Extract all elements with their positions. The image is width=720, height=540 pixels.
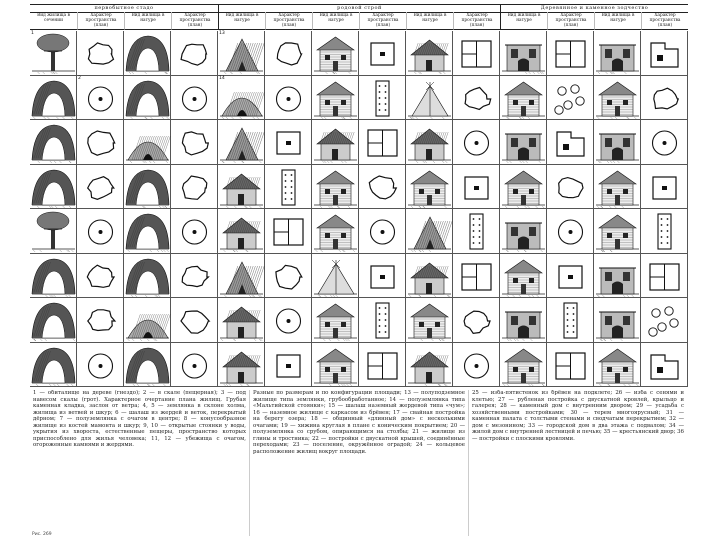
era-label: первобытное стадо bbox=[30, 4, 218, 13]
column-header: Характер пространства (план) bbox=[171, 12, 218, 30]
plan-diagram-cell bbox=[359, 254, 406, 299]
dwelling-sketch-cell bbox=[406, 165, 453, 210]
dwelling-sketch-cell bbox=[218, 254, 265, 299]
dwelling-drawing bbox=[30, 120, 77, 165]
dwelling-drawing bbox=[218, 298, 265, 343]
dwelling-sketch-cell bbox=[594, 165, 641, 210]
plan-diagram-cell bbox=[547, 76, 594, 121]
floor-plan-drawing bbox=[641, 120, 688, 165]
era-label: Деревянное и каменное зодчество bbox=[500, 4, 688, 13]
dwelling-sketch-cell bbox=[406, 343, 453, 388]
column-header: Вид жилища в натуре bbox=[218, 12, 265, 30]
plan-diagram-cell bbox=[641, 254, 688, 299]
dwelling-drawing bbox=[312, 76, 359, 121]
dwelling-sketch-cell bbox=[124, 31, 171, 76]
floor-plan-drawing bbox=[453, 165, 500, 210]
column-header: Вид жилища в натуре bbox=[500, 12, 547, 30]
figure-label: Рис. 269 bbox=[32, 532, 52, 537]
caption-column-2: Разные по размерам и по конфигурации площади; 13 — полуподземное жилище типа землянки, грубообработанное; 14 — полуземлянка типа «Мальтийской стоянки»; 15 — шалаш наземный жердевой типа «чум»; 16 — наземное жилище с каркасом из брёвен; 17 — свайная постройка на берегу озера; 18 — общинный «длинный дом» с несколькими очагами; 19 — хижина круглая в плане с коническим покрытием; 20 — полуземлянка со срубом, опирающимся на столбы; 21 — жилище из глины и тростника; 22 — постройки с двускатной крышей, соединённые переходами; 23 — поселение, окружённое оградой; 24 — кольцевое расположение жилищ вокруг площади. bbox=[249, 390, 468, 536]
plan-diagram-cell bbox=[171, 298, 218, 343]
dwelling-sketch-cell bbox=[312, 76, 359, 121]
dwelling-drawing bbox=[312, 31, 359, 76]
floor-plan-drawing bbox=[171, 165, 218, 210]
plan-diagram-cell bbox=[453, 343, 500, 388]
dwelling-sketch-cell bbox=[312, 165, 359, 210]
plan-diagram-cell bbox=[359, 298, 406, 343]
floor-plan-drawing bbox=[547, 120, 594, 165]
column-header: Вид жилища в натуре bbox=[594, 12, 641, 30]
plan-diagram-cell bbox=[547, 343, 594, 388]
dwelling-sketch-cell bbox=[594, 31, 641, 76]
column-header: Характер пространства (план) bbox=[77, 12, 124, 30]
dwelling-sketch-cell bbox=[312, 209, 359, 254]
dwelling-drawing bbox=[124, 209, 171, 254]
floor-plan-drawing bbox=[359, 165, 406, 210]
floor-plan-drawing bbox=[641, 165, 688, 210]
dwelling-drawing bbox=[406, 165, 453, 210]
floor-plan-drawing bbox=[641, 254, 688, 299]
plan-diagram-cell bbox=[171, 209, 218, 254]
cell-number: 2 bbox=[78, 75, 81, 81]
dwelling-drawing bbox=[30, 31, 77, 76]
plan-diagram-cell bbox=[265, 298, 312, 343]
dwelling-drawing bbox=[500, 31, 547, 76]
floor-plan-drawing bbox=[359, 120, 406, 165]
plan-diagram-cell bbox=[77, 165, 124, 210]
dwelling-sketch-cell bbox=[218, 31, 265, 76]
floor-plan-drawing bbox=[547, 298, 594, 343]
column-header: Характер пространства (план) bbox=[641, 12, 688, 30]
floor-plan-drawing bbox=[453, 76, 500, 121]
dwelling-drawing bbox=[124, 76, 171, 121]
dwelling-sketch-cell bbox=[594, 298, 641, 343]
plan-diagram-cell bbox=[265, 343, 312, 388]
dwelling-sketch-cell bbox=[218, 76, 265, 121]
dwelling-drawing bbox=[500, 165, 547, 210]
column-header: Вид жилища в натуре bbox=[406, 12, 453, 30]
plan-diagram-cell bbox=[77, 343, 124, 388]
dwelling-drawing bbox=[124, 254, 171, 299]
plan-diagram-cell bbox=[77, 209, 124, 254]
plan-diagram-cell bbox=[359, 165, 406, 210]
cell-number: 14 bbox=[219, 75, 225, 81]
floor-plan-drawing bbox=[77, 31, 124, 76]
dwelling-sketch-cell bbox=[218, 165, 265, 210]
plan-diagram-cell bbox=[171, 343, 218, 388]
dwelling-sketch-cell bbox=[30, 76, 77, 121]
floor-plan-drawing bbox=[265, 298, 312, 343]
column-header: Вид жилища в натуре bbox=[124, 12, 171, 30]
column-header: Вид жилища в натуре bbox=[312, 12, 359, 30]
dwelling-drawing bbox=[406, 120, 453, 165]
floor-plan-drawing bbox=[547, 254, 594, 299]
dwelling-sketch-cell bbox=[500, 165, 547, 210]
plan-diagram-cell bbox=[547, 31, 594, 76]
plan-diagram-cell bbox=[641, 76, 688, 121]
dwelling-sketch-cell bbox=[312, 254, 359, 299]
dwelling-sketch-cell bbox=[30, 120, 77, 165]
dwelling-drawing bbox=[30, 76, 77, 121]
floor-plan-drawing bbox=[641, 343, 688, 388]
plan-diagram-cell bbox=[171, 254, 218, 299]
dwelling-drawing bbox=[406, 76, 453, 121]
plan-diagram-cell bbox=[359, 76, 406, 121]
dwelling-sketch-cell bbox=[500, 343, 547, 388]
cell-number: 13 bbox=[219, 31, 225, 36]
dwelling-drawing bbox=[406, 298, 453, 343]
plan-diagram-cell bbox=[641, 343, 688, 388]
dwelling-drawing bbox=[594, 165, 641, 210]
plan-diagram-cell bbox=[77, 76, 124, 121]
plan-diagram-cell bbox=[359, 343, 406, 388]
caption-column-1: 1 — обиталище на дереве (гнездо); 2 — в скале (пещерная); 3 — под навесом скалы (грот). Характерное очертание плана жилищ. Грубая каменная кладка, заслон от ветра; 4, 5 — землянка в склоне холма, жилища из ветвей и шкур; 6 — шалаш из жердей и веток, перекрытый дёрном; 7 — полуземлянка с очагом в центре; 8 — конусообразное жилище из костей мамонта и шкур; 9, 10 — открытые стоянки у воды, укрытия из хвороста, естественные пещеры, пространство которых приспособлено для жилья человека; 11, 12 — убежища с очагом, огороженные камнями и жердями. bbox=[33, 390, 246, 448]
dwelling-drawing bbox=[30, 343, 77, 388]
floor-plan-drawing bbox=[547, 31, 594, 76]
dwelling-drawing bbox=[500, 209, 547, 254]
dwelling-drawing bbox=[500, 254, 547, 299]
column-header-row bbox=[30, 12, 688, 30]
floor-plan-drawing bbox=[265, 254, 312, 299]
dwelling-sketch-cell bbox=[218, 209, 265, 254]
dwelling-drawing bbox=[218, 343, 265, 388]
floor-plan-drawing bbox=[641, 298, 688, 343]
dwelling-drawing bbox=[218, 31, 265, 76]
dwelling-sketch-cell bbox=[594, 209, 641, 254]
dwelling-drawing bbox=[594, 254, 641, 299]
plan-diagram-cell bbox=[641, 298, 688, 343]
plan-diagram-cell bbox=[547, 120, 594, 165]
floor-plan-drawing bbox=[453, 120, 500, 165]
dwelling-sketch-cell bbox=[406, 31, 453, 76]
dwelling-drawing bbox=[594, 298, 641, 343]
floor-plan-drawing bbox=[265, 165, 312, 210]
dwelling-sketch-cell bbox=[30, 31, 77, 76]
plan-diagram-cell bbox=[77, 254, 124, 299]
dwelling-drawing bbox=[124, 120, 171, 165]
floor-plan-drawing bbox=[77, 120, 124, 165]
plan-diagram-cell bbox=[453, 165, 500, 210]
floor-plan-drawing bbox=[641, 209, 688, 254]
dwelling-drawing bbox=[312, 120, 359, 165]
plan-diagram-cell bbox=[265, 76, 312, 121]
dwelling-drawing bbox=[218, 209, 265, 254]
dwelling-sketch-cell bbox=[30, 254, 77, 299]
floor-plan-drawing bbox=[171, 254, 218, 299]
dwelling-drawing bbox=[406, 31, 453, 76]
dwelling-drawing bbox=[312, 254, 359, 299]
floor-plan-drawing bbox=[265, 76, 312, 121]
floor-plan-drawing bbox=[547, 343, 594, 388]
column-header: Характер пространства (план) bbox=[265, 12, 312, 30]
plan-diagram-cell bbox=[547, 165, 594, 210]
floor-plan-drawing bbox=[453, 254, 500, 299]
dwelling-drawing bbox=[594, 209, 641, 254]
floor-plan-drawing bbox=[265, 343, 312, 388]
floor-plan-drawing bbox=[453, 343, 500, 388]
dwelling-drawing bbox=[312, 343, 359, 388]
dwelling-drawing bbox=[218, 165, 265, 210]
plan-diagram-cell bbox=[171, 165, 218, 210]
floor-plan-drawing bbox=[453, 298, 500, 343]
dwelling-drawing bbox=[594, 76, 641, 121]
dwelling-sketch-cell bbox=[312, 343, 359, 388]
dwelling-sketch-cell bbox=[594, 343, 641, 388]
floor-plan-drawing bbox=[77, 165, 124, 210]
floor-plan-drawing bbox=[77, 209, 124, 254]
plan-diagram-cell bbox=[265, 254, 312, 299]
dwelling-sketch-cell bbox=[406, 298, 453, 343]
dwelling-sketch-cell bbox=[30, 343, 77, 388]
caption-column-3: 25 — изба-пятистенок из брёвен на подклете; 26 — изба с сенями и клетью; 27 — рубленая постройка с двускатной кровлей, крыльцо и галерея; 28 — каменный дом с внутренним двором; 29 — усадьба с хозяйственными постройками; 30 — терем многоярусный; 31 — каменная палата с толстыми стенами и сводчатым перекрытием; 32 — дом с мезонином; 33 — городской дом в два этажа с подвалом; 34 — жилой дом с внутренней лестницей и печью; 35 — крестьянский двор; 36 — постройки с плоскими кровлями. bbox=[468, 390, 687, 536]
floor-plan-drawing bbox=[547, 76, 594, 121]
dwelling-sketch-cell bbox=[406, 254, 453, 299]
floor-plan-drawing bbox=[77, 254, 124, 299]
plan-diagram-cell bbox=[171, 76, 218, 121]
cell-number: 1 bbox=[31, 31, 34, 36]
column-header: Характер пространства (план) bbox=[359, 12, 406, 30]
dwelling-drawing bbox=[30, 298, 77, 343]
dwelling-sketch-cell bbox=[124, 254, 171, 299]
column-header: Характер пространства (план) bbox=[547, 12, 594, 30]
dwelling-sketch-cell bbox=[594, 254, 641, 299]
dwelling-illustration-grid bbox=[30, 31, 688, 387]
plan-diagram-cell bbox=[453, 254, 500, 299]
dwelling-sketch-cell bbox=[594, 120, 641, 165]
plan-diagram-cell bbox=[265, 120, 312, 165]
plan-diagram-cell bbox=[547, 254, 594, 299]
column-header: Вид жилища в сечении bbox=[30, 12, 77, 30]
plan-diagram-cell bbox=[171, 31, 218, 76]
floor-plan-drawing bbox=[77, 76, 124, 121]
plan-diagram-cell bbox=[641, 120, 688, 165]
dwelling-sketch-cell bbox=[124, 209, 171, 254]
dwelling-sketch-cell bbox=[312, 298, 359, 343]
dwelling-drawing bbox=[124, 298, 171, 343]
dwelling-drawing bbox=[406, 254, 453, 299]
dwelling-drawing bbox=[406, 209, 453, 254]
plan-diagram-cell bbox=[265, 31, 312, 76]
plan-diagram-cell bbox=[453, 76, 500, 121]
plan-diagram-cell bbox=[453, 120, 500, 165]
floor-plan-drawing bbox=[359, 31, 406, 76]
era-label: родовой строй bbox=[218, 4, 500, 13]
dwelling-drawing bbox=[312, 209, 359, 254]
plan-diagram-cell bbox=[359, 209, 406, 254]
floor-plan-drawing bbox=[171, 209, 218, 254]
floor-plan-drawing bbox=[171, 298, 218, 343]
floor-plan-drawing bbox=[265, 120, 312, 165]
dwelling-sketch-cell bbox=[500, 76, 547, 121]
floor-plan-drawing bbox=[265, 209, 312, 254]
dwelling-drawing bbox=[500, 76, 547, 121]
dwelling-sketch-cell bbox=[500, 120, 547, 165]
floor-plan-drawing bbox=[171, 31, 218, 76]
dwelling-drawing bbox=[594, 120, 641, 165]
dwelling-sketch-cell bbox=[30, 165, 77, 210]
dwelling-sketch-cell bbox=[218, 343, 265, 388]
plan-diagram-cell bbox=[359, 120, 406, 165]
plan-diagram-cell bbox=[265, 165, 312, 210]
dwelling-drawing bbox=[30, 209, 77, 254]
plan-diagram-cell bbox=[453, 31, 500, 76]
floor-plan-drawing bbox=[359, 76, 406, 121]
dwelling-drawing bbox=[124, 165, 171, 210]
dwelling-drawing bbox=[312, 298, 359, 343]
dwelling-sketch-cell bbox=[406, 209, 453, 254]
floor-plan-drawing bbox=[359, 298, 406, 343]
document-page bbox=[30, 4, 688, 536]
floor-plan-drawing bbox=[171, 76, 218, 121]
floor-plan-drawing bbox=[171, 343, 218, 388]
plan-diagram-cell bbox=[77, 120, 124, 165]
plan-diagram-cell bbox=[77, 31, 124, 76]
dwelling-drawing bbox=[406, 343, 453, 388]
floor-plan-drawing bbox=[77, 298, 124, 343]
plan-diagram-cell bbox=[265, 209, 312, 254]
floor-plan-drawing bbox=[171, 120, 218, 165]
plan-diagram-cell bbox=[547, 209, 594, 254]
dwelling-sketch-cell bbox=[500, 31, 547, 76]
floor-plan-drawing bbox=[641, 76, 688, 121]
dwelling-drawing bbox=[124, 31, 171, 76]
dwelling-drawing bbox=[218, 254, 265, 299]
column-header: Характер пространства (план) bbox=[453, 12, 500, 30]
dwelling-sketch-cell bbox=[218, 298, 265, 343]
dwelling-sketch-cell bbox=[124, 76, 171, 121]
plan-diagram-cell bbox=[171, 120, 218, 165]
dwelling-sketch-cell bbox=[500, 209, 547, 254]
dwelling-sketch-cell bbox=[124, 120, 171, 165]
dwelling-sketch-cell bbox=[594, 76, 641, 121]
plan-diagram-cell bbox=[547, 298, 594, 343]
dwelling-sketch-cell bbox=[312, 31, 359, 76]
dwelling-drawing bbox=[124, 343, 171, 388]
plan-diagram-cell bbox=[453, 298, 500, 343]
floor-plan-drawing bbox=[265, 31, 312, 76]
floor-plan-drawing bbox=[453, 31, 500, 76]
plan-diagram-cell bbox=[77, 298, 124, 343]
dwelling-sketch-cell bbox=[124, 165, 171, 210]
dwelling-sketch-cell bbox=[30, 209, 77, 254]
plan-diagram-cell bbox=[359, 31, 406, 76]
floor-plan-drawing bbox=[77, 343, 124, 388]
plan-diagram-cell bbox=[641, 165, 688, 210]
plan-diagram-cell bbox=[641, 31, 688, 76]
dwelling-sketch-cell bbox=[30, 298, 77, 343]
floor-plan-drawing bbox=[359, 254, 406, 299]
plan-diagram-cell bbox=[641, 209, 688, 254]
floor-plan-drawing bbox=[359, 343, 406, 388]
dwelling-drawing bbox=[594, 343, 641, 388]
dwelling-drawing bbox=[30, 254, 77, 299]
dwelling-drawing bbox=[500, 120, 547, 165]
era-header-row bbox=[30, 4, 688, 11]
dwelling-sketch-cell bbox=[500, 254, 547, 299]
dwelling-drawing bbox=[218, 76, 265, 121]
plan-diagram-cell bbox=[453, 209, 500, 254]
dwelling-sketch-cell bbox=[312, 120, 359, 165]
dwelling-drawing bbox=[218, 120, 265, 165]
floor-plan-drawing bbox=[359, 209, 406, 254]
dwelling-drawing bbox=[312, 165, 359, 210]
dwelling-sketch-cell bbox=[124, 343, 171, 388]
floor-plan-drawing bbox=[547, 209, 594, 254]
dwelling-drawing bbox=[594, 31, 641, 76]
dwelling-sketch-cell bbox=[218, 120, 265, 165]
dwelling-sketch-cell bbox=[406, 76, 453, 121]
caption-text-area bbox=[30, 390, 688, 536]
dwelling-drawing bbox=[30, 165, 77, 210]
floor-plan-drawing bbox=[641, 31, 688, 76]
dwelling-drawing bbox=[500, 343, 547, 388]
dwelling-sketch-cell bbox=[500, 298, 547, 343]
dwelling-sketch-cell bbox=[406, 120, 453, 165]
dwelling-drawing bbox=[500, 298, 547, 343]
floor-plan-drawing bbox=[547, 165, 594, 210]
floor-plan-drawing bbox=[453, 209, 500, 254]
dwelling-sketch-cell bbox=[124, 298, 171, 343]
